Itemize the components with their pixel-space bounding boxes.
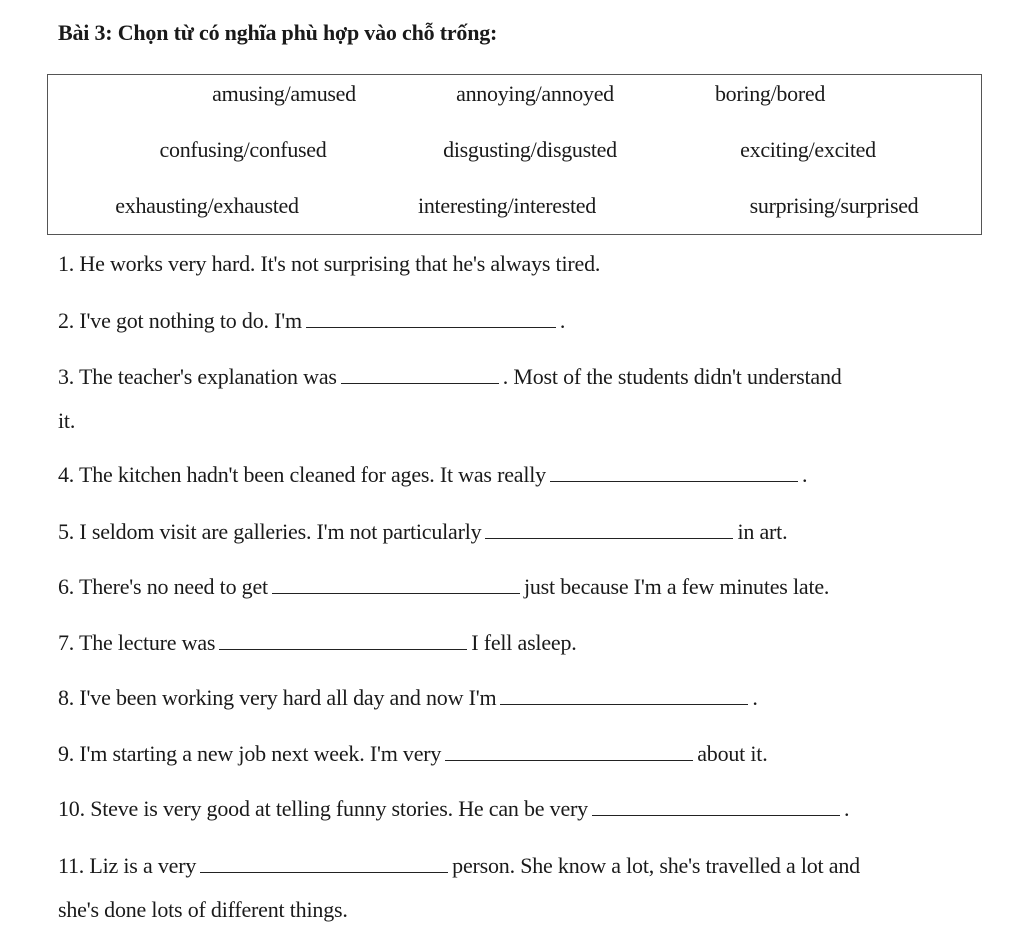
question-8 (58, 685, 758, 711)
word-interesting-interested: interesting/interested (418, 193, 596, 218)
word-confusing-confused: confusing/confused (159, 137, 327, 162)
answer-blank-6[interactable] (272, 575, 520, 594)
question-5 (58, 519, 787, 545)
question-4 (58, 462, 807, 488)
answer-blank-10[interactable] (592, 797, 840, 816)
question-7-end: I fell asleep. (471, 630, 577, 655)
answer-blank-7[interactable] (219, 631, 467, 650)
answer-blank-8[interactable] (500, 686, 748, 705)
exercise-title: Bài 3: Chọn từ có nghĩa phù hợp vào chỗ trống: (58, 20, 498, 45)
question-11-continued: she's done lots of different things. (58, 897, 348, 922)
question-9-text: 9. I'm starting a new job next week. I'm very (58, 741, 442, 766)
question-6-end: just because I'm a few minutes late. (523, 574, 830, 599)
question-3 (58, 364, 842, 390)
question-4-end: . (801, 462, 808, 487)
answer-blank-4[interactable] (550, 463, 798, 482)
answer-blank-3[interactable] (341, 365, 499, 384)
word-surprising-surprised: surprising/surprised (749, 193, 919, 218)
question-11 (58, 853, 860, 879)
question-10-end: . (843, 796, 850, 821)
word-annoying-annoyed: annoying/annoyed (456, 81, 614, 106)
word-boring-bored: boring/bored (714, 81, 826, 106)
question-1: 1. He works very hard. It's not surprising that he's always tired. (58, 251, 601, 276)
question-11-text: 11. Liz is a very (58, 853, 197, 878)
question-3-continued: it. (58, 408, 76, 433)
question-5-text: 5. I seldom visit are galleries. I'm not particularly (58, 519, 482, 544)
word-amusing-amused: amusing/amused (212, 81, 356, 106)
word-bank-box (47, 74, 982, 235)
answer-blank-2[interactable] (306, 309, 556, 328)
question-6 (58, 574, 829, 600)
answer-blank-11[interactable] (200, 854, 448, 873)
question-7 (58, 630, 577, 656)
question-8-end: . (752, 685, 758, 710)
question-10 (58, 796, 849, 822)
answer-blank-5[interactable] (485, 520, 733, 539)
question-9-end: about it. (697, 741, 768, 766)
question-2-text: 2. I've got nothing to do. I'm (58, 308, 302, 333)
question-2 (58, 308, 565, 334)
word-exhausting-exhausted: exhausting/exhausted (115, 193, 299, 218)
question-7-text: 7. The lecture was (58, 630, 216, 655)
question-5-end: in art. (737, 519, 788, 544)
question-9 (58, 741, 768, 767)
question-3-end: . Most of the students didn't understand (502, 364, 842, 389)
question-11-end: person. She know a lot, she's travelled a lot and (452, 853, 860, 878)
question-4-text: 4. The kitchen hadn't been cleaned for ages. It was really (58, 462, 546, 487)
question-10-text: 10. Steve is very good at telling funny stories. He can be very (58, 796, 588, 821)
question-2-end: . (559, 308, 566, 333)
answer-blank-9[interactable] (445, 742, 693, 761)
question-3-text: 3. The teacher's explanation was (58, 364, 337, 389)
question-6-text: 6. There's no need to get (58, 574, 268, 599)
word-exciting-excited: exciting/excited (740, 137, 876, 162)
word-disgusting-disgusted: disgusting/disgusted (443, 137, 617, 162)
question-8-text: 8. I've been working very hard all day and now I'm (58, 685, 497, 710)
